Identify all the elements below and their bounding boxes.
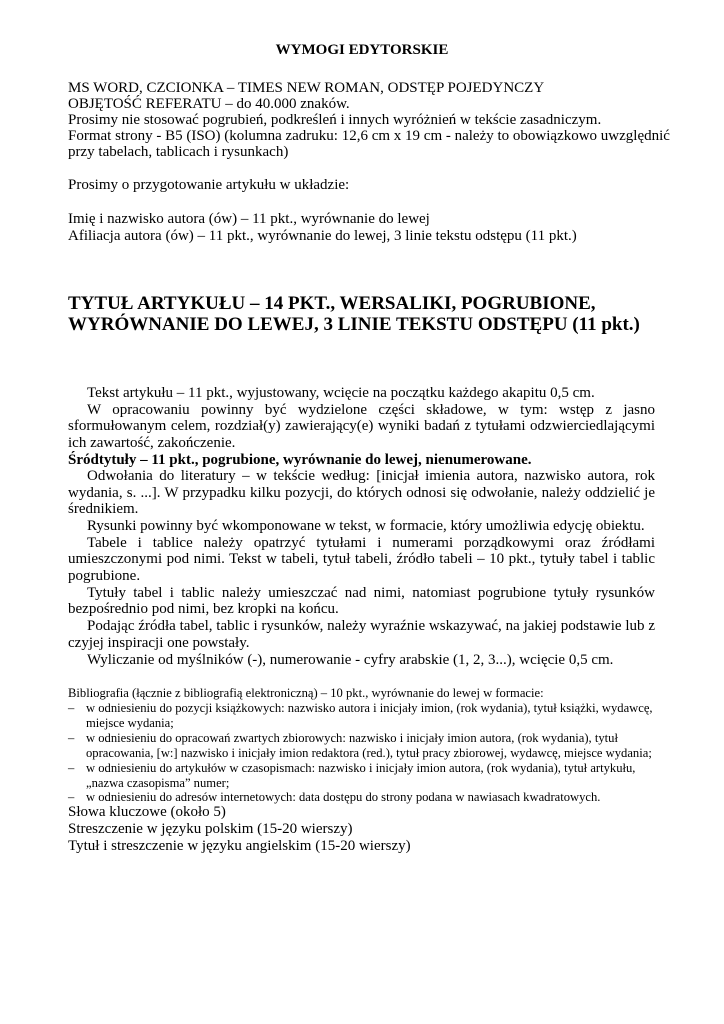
bibliography-item: opracowania, [w:] nazwisko i inicjały imion redaktora (red.), tytuł pracy zbiorowej, wydawcę, miejsce wydania;: [86, 746, 652, 760]
body-line: Tabele i tablice należy opatrzyć tytułami i numerami porządkowymi oraz źródłami: [87, 535, 655, 551]
body-line: Wyliczanie od myślników (-), numerowanie - cyfry arabskie (1, 2, 3...), wcięcie 0,5 cm.: [87, 652, 614, 668]
bibliography-item: w odniesieniu do adresów internetowych: data dostępu do strony podana w nawiasach kwadratowych.: [86, 790, 601, 804]
layout-request: Prosimy o przygotowanie artykułu w układzie:: [68, 177, 350, 193]
intro-line: OBJĘTOŚĆ REFERATU – do 40.000 znaków.: [68, 96, 350, 112]
body-line: pogrubione.: [68, 568, 141, 584]
bullet-dash: –: [68, 790, 75, 804]
keywords-line: Słowa kluczowe (około 5): [68, 804, 226, 820]
bullet-dash: –: [68, 731, 75, 745]
body-line: Rysunki powinny być wkomponowane w tekst, w formacie, który umożliwia edycję obiektu.: [87, 518, 645, 534]
body-line: Podając źródła tabel, tablic i rysunków, należy wyraźnie wskazywać, na jakiej podstawie lub z: [87, 618, 655, 634]
page-heading: WYMOGI EDYTORSKIE: [275, 42, 449, 58]
bibliography-item: w odniesieniu do opracowań zwartych zbiorowych: nazwisko i inicjały imion autora, (rok wydania), tytuł: [86, 731, 618, 745]
bibliography-item: w odniesieniu do artykułów w czasopismach: nazwisko i inicjały imion autora, (rok wydania), tytuł artykułu,: [86, 761, 636, 775]
intro-line: MS WORD, CZCIONKA – TIMES NEW ROMAN, ODSTĘP POJEDYNCZY: [68, 80, 545, 96]
affiliation-line: Afiliacja autora (ów) – 11 pkt., wyrównanie do lewej, 3 linie tekstu odstępu (11 pkt.): [68, 228, 577, 244]
author-line: Imię i nazwisko autora (ów) – 11 pkt., wyrównanie do lewej: [68, 211, 430, 227]
bibliography-item: w odniesieniu do pozycji książkowych: nazwisko autora i inicjały imion, (rok wydania), tytuł książki, wydawcę,: [86, 701, 653, 715]
article-title-line: WYRÓWNANIE DO LEWEJ, 3 LINIE TEKSTU ODSTĘPU (11 pkt.): [68, 314, 640, 335]
article-title-line: TYTUŁ ARTYKUŁU – 14 PKT., WERSALIKI, POGRUBIONE,: [68, 293, 596, 314]
bullet-dash: –: [68, 701, 75, 715]
body-line: czyjej inspiracji one powstały.: [68, 635, 250, 651]
body-line: średnikiem.: [68, 501, 139, 517]
body-line: wydania, s. ...]. W przypadku kilku pozycji, do których odnosi się odwołanie, należy oddzielić je: [68, 485, 655, 501]
bibliography-item: „nazwa czasopisma” numer;: [86, 776, 230, 790]
bibliography-item: miejsce wydania;: [86, 716, 174, 730]
body-line: sformułowanym celem, rozdział(y) zawierający(e) wyniki badań z tytułami odzwierciedlającymi: [68, 418, 655, 434]
body-line: umieszczonymi pod nimi. Tekst w tabeli, tytuł tabeli, źródło tabeli – 10 pkt., tytuły tabel i tablic: [68, 551, 655, 567]
body-line: Odwołania do literatury – w tekście według: [inicjał imienia autora, nazwisko autora, rok: [87, 468, 655, 484]
body-line: Tytuły tabel i tablic należy umieszczać nad nimi, natomiast pogrubione tytuły rysunków: [87, 585, 655, 601]
body-line: bezpośrednio pod nimi, bez kropki na końcu.: [68, 601, 339, 617]
intro-line: Format strony - B5 (ISO) (kolumna zadruku: 12,6 cm x 19 cm - należy to obowiązkowo uwzględnić: [68, 128, 670, 144]
body-line: W opracowaniu powinny być wydzielone części składowe, w tym: wstęp z jasno: [87, 402, 655, 418]
bullet-dash: –: [68, 761, 75, 775]
body-line: Tekst artykułu – 11 pkt., wyjustowany, wcięcie na początku każdego akapitu 0,5 cm.: [87, 385, 595, 401]
intro-line: Prosimy nie stosować pogrubień, podkreśleń i innych wyróżnień w tekście zasadniczym.: [68, 112, 602, 128]
subheading-rule: Śródtytuły – 11 pkt., pogrubione, wyrównanie do lewej, nienumerowane.: [68, 452, 532, 468]
intro-line: przy tabelach, tablicach i rysunkach): [68, 144, 289, 160]
abstract-en-line: Tytuł i streszczenie w języku angielskim (15-20 wierszy): [68, 838, 411, 854]
bibliography-intro: Bibliografia (łącznie z bibliografią elektroniczną) – 10 pkt., wyrównanie do lewej w formacie:: [68, 686, 544, 700]
abstract-pl-line: Streszczenie w języku polskim (15-20 wierszy): [68, 821, 353, 837]
body-line: ich zawartość, zakończenie.: [68, 435, 236, 451]
